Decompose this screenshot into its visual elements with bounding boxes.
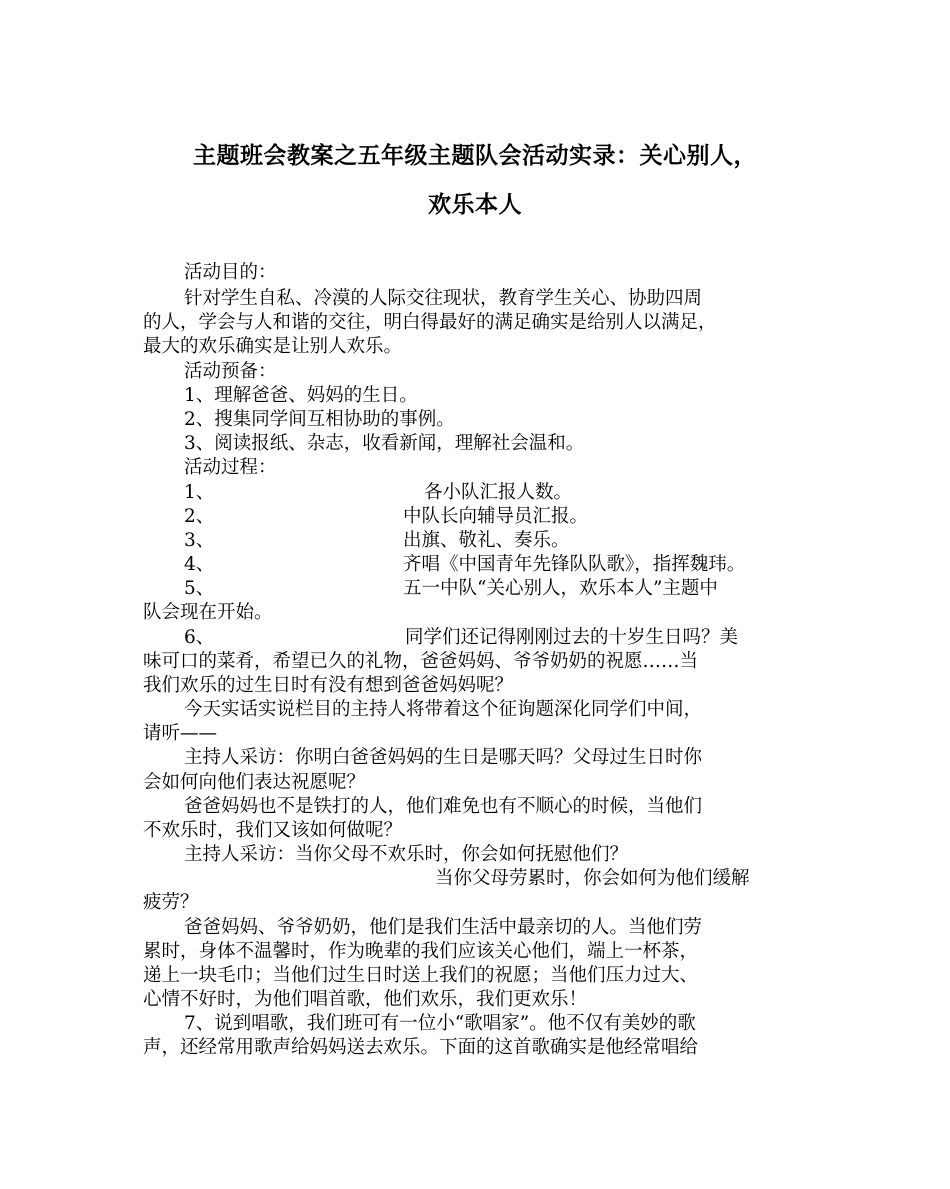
step-number: 6、 <box>184 627 215 648</box>
paragraph-line: 请听—— <box>143 723 218 744</box>
step-text: 五一中队“关心别人，欢乐本人”主题中 <box>403 578 718 599</box>
step-text: 齐唱《中国青年先锋队队歌》，指挥魏玮。 <box>403 554 746 575</box>
process-step-6 <box>184 626 739 650</box>
paragraph-line: 7、说到唱歌，我们班可有一位小“歌唱家”。他不仅有美妙的歌 <box>184 1013 696 1034</box>
paragraph-line: 递上一块毛巾；当他们过生日时送上我们的祝愿；当他们压力过大、 <box>143 965 699 986</box>
list-item: 2、搜集同学间互相协助的事例。 <box>184 409 455 430</box>
paragraph-line: 当你父母劳累时，你会如何为他们缓解 <box>435 868 750 889</box>
paragraph-line: 疲劳？ <box>143 892 199 913</box>
step-number: 2、 <box>184 506 215 527</box>
section-heading-purpose: 活动目的： <box>184 262 277 283</box>
paragraph-line: 队会现在开始。 <box>143 602 273 623</box>
paragraph-line: 主持人采访：当你父母不欢乐时，你会如何抚慰他们？ <box>184 844 629 865</box>
step-number: 4、 <box>184 554 215 575</box>
paragraph-line: 针对学生自私、冷漠的人际交往现状，教育学生关心、协助四周 <box>184 288 703 309</box>
paragraph-line: 心情不好时，为他们唱首歌，他们欢乐，我们更欢乐！ <box>143 989 588 1010</box>
process-step-3 <box>184 529 570 553</box>
process-step-5 <box>184 577 718 601</box>
document-title-line-2: 欢乐本人 <box>428 192 522 218</box>
step-number: 5、 <box>184 578 215 599</box>
list-item: 3、阅读报纸、杂志，收看新闻，理解社会温和。 <box>184 433 585 454</box>
paragraph-line: 爸爸妈妈、爷爷奶奶，他们是我们生活中最亲切的人。当他们劳 <box>184 917 703 938</box>
process-step-1 <box>184 481 573 505</box>
step-text: 出旗、敬礼、奏乐。 <box>403 530 570 551</box>
paragraph-line: 爸爸妈妈也不是铁打的人，他们难免也有不顺心的时候，当他们 <box>184 796 703 817</box>
step-number: 3、 <box>184 530 215 551</box>
paragraph-line: 味可口的菜肴，希望已久的礼物，爸爸妈妈、爷爷奶奶的祝愿……当 <box>143 651 699 672</box>
paragraph-line: 会如何向他们表达祝愿呢？ <box>143 772 366 793</box>
paragraph-line: 我们欢乐的过生日时有没有想到爸爸妈妈呢？ <box>143 675 514 696</box>
section-heading-preparation: 活动预备： <box>184 361 277 382</box>
list-item: 1、理解爸爸、妈妈的生日。 <box>184 385 418 406</box>
paragraph-line: 最大的欢乐确实是让别人欢乐。 <box>143 336 403 357</box>
paragraph-line: 的人，学会与人和谐的交往，明白得最好的满足确实是给别人以满足， <box>143 312 717 333</box>
paragraph-line: 声，还经常用歌声给妈妈送去欢乐。下面的这首歌确实是他经常唱给 <box>143 1037 699 1058</box>
process-step-4 <box>184 553 746 577</box>
paragraph-line: 主持人采访：你明白爸爸妈妈的生日是哪天吗？父母过生日时你 <box>184 747 703 768</box>
paragraph-line: 不欢乐时，我们又该如何做呢？ <box>143 820 403 841</box>
section-heading-process: 活动过程： <box>184 457 277 478</box>
paragraph-line: 累时，身体不温馨时，作为晚辈的我们应该关心他们，端上一杯茶， <box>143 941 699 962</box>
step-text: 中队长向辅导员汇报。 <box>403 506 589 527</box>
paragraph-line: 今天实话实说栏目的主持人将带着这个征询题深化同学们中间， <box>184 699 703 720</box>
step-number: 1、 <box>184 482 215 503</box>
step-text: 同学们还记得刚刚过去的十岁生日吗？美 <box>405 627 739 648</box>
document-title-line-1: 主题班会教案之五年级主题队会活动实录：关心别人， <box>193 143 757 169</box>
process-step-2 <box>184 505 589 529</box>
step-text: 各小队汇报人数。 <box>424 482 573 503</box>
